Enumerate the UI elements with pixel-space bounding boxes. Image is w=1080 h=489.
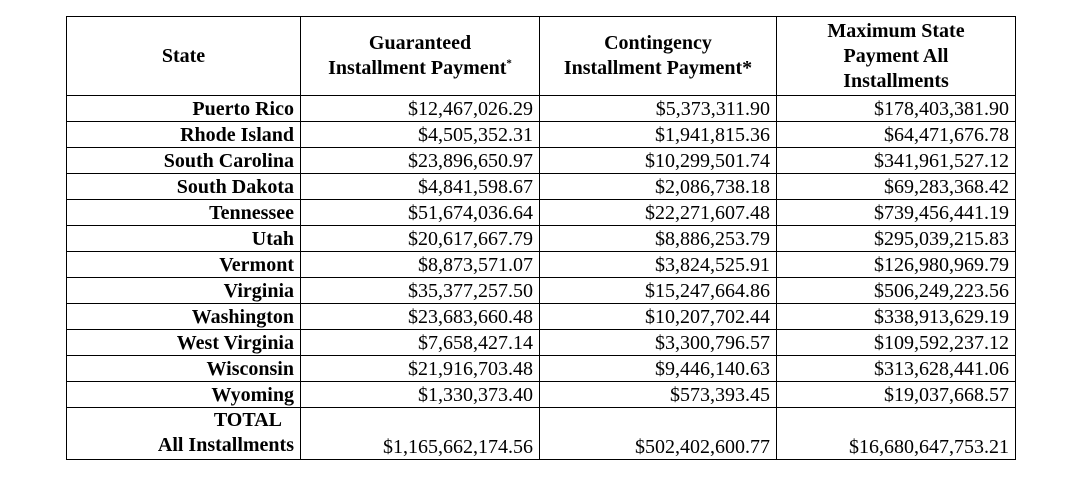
guaranteed-cell: $35,377,257.50 <box>301 278 540 304</box>
contingency-cell: $3,824,525.91 <box>540 252 777 278</box>
header-contingency <box>540 17 777 96</box>
header-contingency-line2: Installment Payment* <box>563 57 753 79</box>
guaranteed-cell: $23,896,650.97 <box>301 148 540 174</box>
contingency-cell: $3,300,796.57 <box>540 330 777 356</box>
maximum-cell: $64,471,676.78 <box>777 122 1016 148</box>
maximum-cell: $295,039,215.83 <box>777 226 1016 252</box>
state-cell: Virginia <box>67 278 301 304</box>
table-row <box>67 148 1016 174</box>
contingency-cell: $15,247,664.86 <box>540 278 777 304</box>
state-cell: Puerto Rico <box>67 96 301 122</box>
installment-payments-table <box>66 16 1016 460</box>
header-guaranteed <box>301 17 540 96</box>
state-cell: Rhode Island <box>67 122 301 148</box>
guaranteed-cell: $4,505,352.31 <box>301 122 540 148</box>
header-guaranteed-footnote-mark: * <box>506 57 512 70</box>
contingency-cell: $5,373,311.90 <box>540 96 777 122</box>
table-row <box>67 278 1016 304</box>
maximum-cell: $126,980,969.79 <box>777 252 1016 278</box>
total-guaranteed-cell: $1,165,662,174.56 <box>301 408 540 460</box>
table-row <box>67 122 1016 148</box>
guaranteed-cell: $1,330,373.40 <box>301 382 540 408</box>
header-state-label: State <box>161 44 206 67</box>
header-state <box>67 17 301 96</box>
guaranteed-cell: $12,467,026.29 <box>301 96 540 122</box>
total-contingency-cell: $502,402,600.77 <box>540 408 777 460</box>
total-label-cell <box>67 408 301 460</box>
contingency-cell: $9,446,140.63 <box>540 356 777 382</box>
contingency-cell: $10,299,501.74 <box>540 148 777 174</box>
header-maximum <box>777 17 1016 96</box>
guaranteed-cell: $7,658,427.14 <box>301 330 540 356</box>
maximum-cell: $739,456,441.19 <box>777 200 1016 226</box>
guaranteed-cell: $20,617,667.79 <box>301 226 540 252</box>
state-cell: Wisconsin <box>67 356 301 382</box>
total-label-line2: All Installments <box>157 434 294 456</box>
state-cell: Tennessee <box>67 200 301 226</box>
table-row <box>67 174 1016 200</box>
guaranteed-cell: $23,683,660.48 <box>301 304 540 330</box>
state-cell: Utah <box>67 226 301 252</box>
maximum-cell: $313,628,441.06 <box>777 356 1016 382</box>
header-maximum-line2: Payment All <box>843 44 949 67</box>
state-cell: South Carolina <box>67 148 301 174</box>
header-guaranteed-line2: Installment Payment <box>328 57 507 79</box>
total-maximum-cell: $16,680,647,753.21 <box>777 408 1016 460</box>
table-row <box>67 252 1016 278</box>
table-row <box>67 96 1016 122</box>
contingency-cell: $1,941,815.36 <box>540 122 777 148</box>
state-cell: Wyoming <box>67 382 301 408</box>
guaranteed-cell: $4,841,598.67 <box>301 174 540 200</box>
maximum-cell: $506,249,223.56 <box>777 278 1016 304</box>
contingency-cell: $22,271,607.48 <box>540 200 777 226</box>
table-row <box>67 200 1016 226</box>
header-contingency-line1: Contingency <box>604 32 712 54</box>
maximum-cell: $109,592,237.12 <box>777 330 1016 356</box>
header-row <box>67 17 1016 96</box>
maximum-cell: $178,403,381.90 <box>777 96 1016 122</box>
contingency-cell: $10,207,702.44 <box>540 304 777 330</box>
maximum-cell: $19,037,668.57 <box>777 382 1016 408</box>
header-guaranteed-line1: Guaranteed <box>368 32 472 54</box>
maximum-cell: $341,961,527.12 <box>777 148 1016 174</box>
table-row <box>67 226 1016 252</box>
table-row <box>67 382 1016 408</box>
contingency-cell: $8,886,253.79 <box>540 226 777 252</box>
state-cell: West Virginia <box>67 330 301 356</box>
contingency-cell: $2,086,738.18 <box>540 174 777 200</box>
table-row <box>67 330 1016 356</box>
table-row <box>67 304 1016 330</box>
header-maximum-line1: Maximum State <box>827 19 965 42</box>
state-cell: Washington <box>67 304 301 330</box>
state-cell: South Dakota <box>67 174 301 200</box>
state-cell: Vermont <box>67 252 301 278</box>
maximum-cell: $69,283,368.42 <box>777 174 1016 200</box>
maximum-cell: $338,913,629.19 <box>777 304 1016 330</box>
total-label-line1: TOTAL <box>213 409 282 431</box>
header-maximum-line3: Installments <box>843 69 949 92</box>
contingency-cell: $573,393.45 <box>540 382 777 408</box>
table-row <box>67 356 1016 382</box>
total-row <box>67 408 1016 460</box>
guaranteed-cell: $51,674,036.64 <box>301 200 540 226</box>
guaranteed-cell: $8,873,571.07 <box>301 252 540 278</box>
guaranteed-cell: $21,916,703.48 <box>301 356 540 382</box>
